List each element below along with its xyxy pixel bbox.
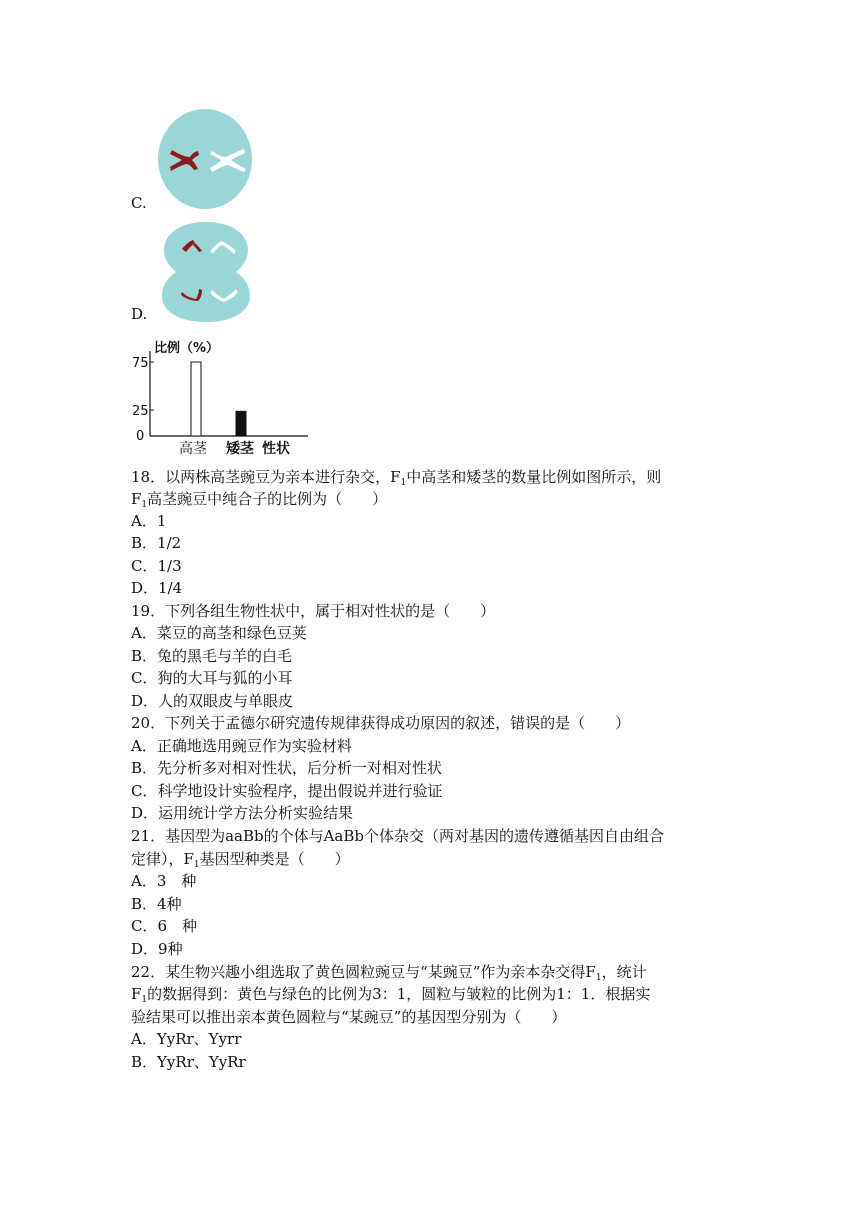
chart-category-short: 矮茎 (226, 441, 254, 457)
q22-option-b[interactable]: B．YyRr、YyRr (131, 1053, 246, 1071)
option-c-figure-label: C. (131, 194, 147, 212)
q21-option-d[interactable]: D．9种 (131, 940, 183, 958)
q18-stem-line-1: 18．以两株高茎豌豆为亲本进行杂交，$F_1$中高茎和矮茎的数量比例如图所示，则 (131, 468, 662, 488)
chart-bar-tall-stem (191, 362, 201, 436)
chart-y-axis-label: 比例（%） (154, 341, 220, 356)
q22-stem-line-1: 22．某生物兴趣小组选取了黄色圆粒豌豆与“某豌豆”作为亲本杂交得$F_1$，统计 (131, 963, 647, 983)
q20-stem: 20．下列关于孟德尔研究遗传规律获得成功原因的叙述，错误的是（ ） (131, 714, 631, 732)
q19-option-d[interactable]: D．人的双眼皮与单眼皮 (131, 692, 294, 710)
q18-option-d[interactable]: D．1/4 (131, 579, 183, 597)
option-d-figure-label: D. (131, 305, 148, 323)
q18-option-c[interactable]: C．1/3 (131, 557, 182, 575)
q22-stem-line-2: $F_1$的数据得到：黄色与绿色的比例为3：1，圆粒与皱粒的比例为1：1．根据实 (131, 985, 651, 1005)
chart-x-axis-label: 性状 (262, 441, 290, 457)
q21-stem-line-1: 21．基因型为aaBb的个体与AaBb个体杂交（两对基因的遗传遵循基因自由组合 (131, 827, 665, 845)
q21-option-a[interactable]: A．3 种 (131, 872, 197, 890)
q20-option-c[interactable]: C．科学地设计实验程序，提出假说并进行验证 (131, 782, 443, 800)
height-ratio-bar-chart (128, 335, 308, 460)
q19-option-a[interactable]: A．菜豆的高茎和绿色豆荚 (131, 624, 307, 642)
q22-stem-line-3: 验结果可以推出亲本黄色圆粒与“某豌豆”的基因型分别为（ ） (131, 1008, 567, 1026)
q19-stem: 19．下列各组生物性状中，属于相对性状的是（ ） (131, 602, 496, 620)
q18-option-b[interactable]: B．1/2 (131, 534, 182, 552)
chart-category-tall: 高茎 (179, 441, 207, 457)
q22-option-a[interactable]: A．YyRr、Yyrr (131, 1030, 242, 1048)
q21-option-b[interactable]: B．4种 (131, 895, 182, 913)
q18-option-a[interactable]: A．1 (131, 512, 167, 530)
q20-option-a[interactable]: A．正确地选用豌豆作为实验材料 (131, 737, 352, 755)
chart-y-tick-25: 25 (132, 404, 149, 419)
q20-option-d[interactable]: D．运用统计学方法分析实验结果 (131, 804, 354, 822)
chart-bar-short-stem (236, 411, 246, 436)
chart-y-tick-0: 0 (136, 429, 145, 444)
q19-option-b[interactable]: B．兔的黑毛与羊的白毛 (131, 647, 293, 665)
chart-y-tick-75: 75 (132, 356, 149, 371)
q20-option-b[interactable]: B．先分析多对相对性状，后分析一对相对性状 (131, 759, 443, 777)
q21-option-c[interactable]: C．6 种 (131, 917, 198, 935)
option-d-dividing-cell-figure (160, 222, 252, 322)
q18-stem-line-2: $F_1$高茎豌豆中纯合子的比例为（ ） (131, 490, 388, 510)
option-c-cell-figure (158, 108, 254, 208)
q21-stem-line-2: 定律），$F_1$基因型种类是（ ） (131, 850, 350, 870)
q19-option-c[interactable]: C．狗的大耳与狐的小耳 (131, 669, 293, 687)
